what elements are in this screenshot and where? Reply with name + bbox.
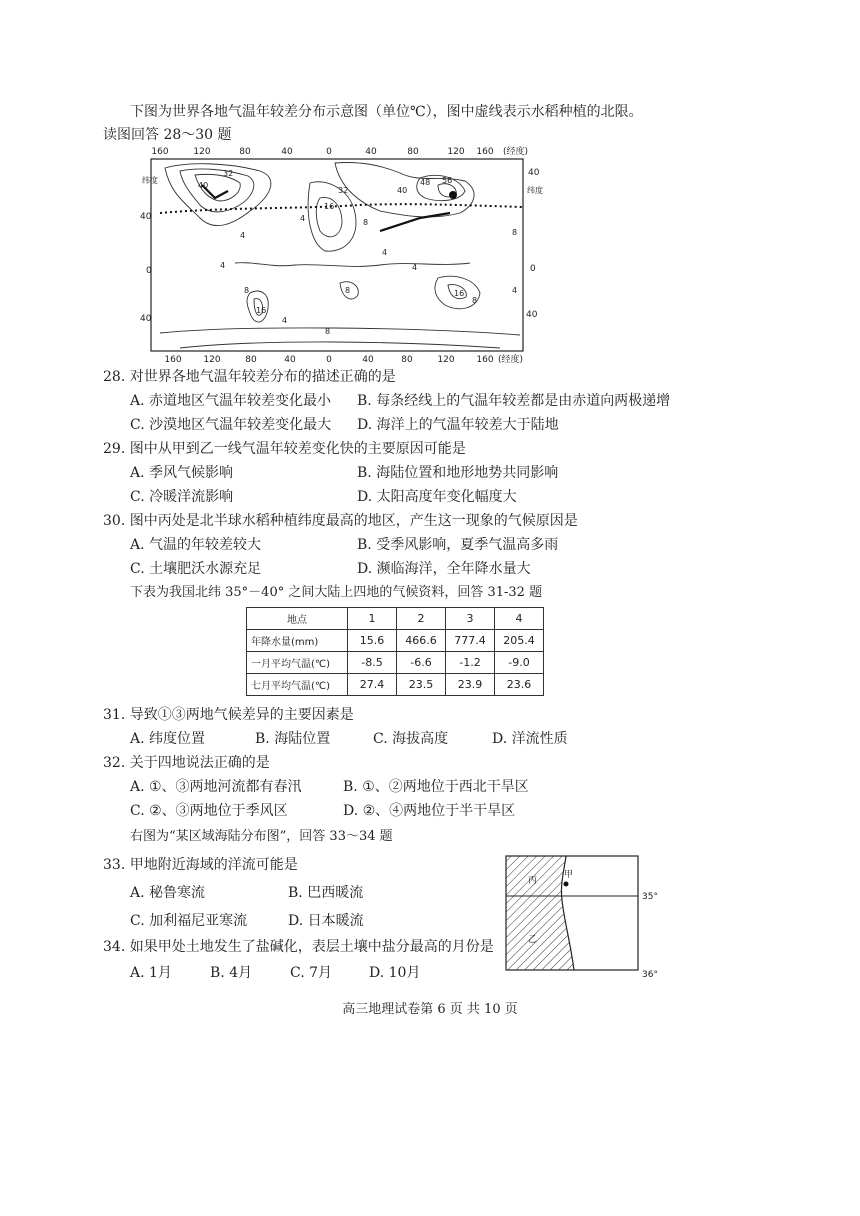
top-tick: 40 <box>365 147 377 157</box>
contour-label: 8 <box>345 286 351 295</box>
contour-label: 8 <box>325 327 331 336</box>
q34-option-c[interactable]: C. 7月 <box>290 965 333 981</box>
row-label: 年降水量(mm) <box>247 630 348 652</box>
contour-label: 8 <box>244 286 250 295</box>
table-cell: 27.4 <box>348 674 397 696</box>
top-tick: 160 <box>151 147 169 157</box>
table-row <box>247 674 544 696</box>
inset-intro: 右图为“某区域海陆分布图”，回答 33～34 题 <box>130 829 393 844</box>
top-tick: 80 <box>239 147 251 157</box>
bottom-tick: 160 <box>164 355 182 365</box>
top-tick: 160 <box>476 147 494 157</box>
bottom-tick: 80 <box>401 355 413 365</box>
table-cell: 23.9 <box>446 674 495 696</box>
bottom-tick: 120 <box>437 355 455 365</box>
page-footer: 高三地理试卷第 6 页 共 10 页 <box>342 1002 518 1017</box>
top-tick: 80 <box>407 147 419 157</box>
q30-option-c[interactable]: C. 土壤肥沃水源充足 <box>130 561 262 577</box>
q33-option-c[interactable]: C. 加利福尼亚寒流 <box>130 913 248 929</box>
q30-option-d[interactable]: D. 濒临海洋，全年降水量大 <box>357 561 531 577</box>
top-unit: (经度) <box>503 147 529 157</box>
contour-label: 8 <box>472 296 478 305</box>
q33-option-b[interactable]: B. 巴西暖流 <box>288 885 364 901</box>
bottom-tick: 40 <box>362 355 374 365</box>
right-tick: 40 <box>526 310 538 320</box>
question-range-28-30: 读图回答 28～30 题 <box>103 127 232 143</box>
q28-option-a[interactable]: A. 赤道地区气温年较差变化最小 <box>130 393 332 409</box>
q32-option-b[interactable]: B. ①、②两地位于西北干旱区 <box>343 779 529 795</box>
q29-option-a[interactable]: A. 季风气候影响 <box>130 465 234 481</box>
q31-option-d[interactable]: D. 洋流性质 <box>492 731 568 747</box>
question-29: 29. 图中从甲到乙一线气温年较差变化快的主要原因可能是 <box>103 441 466 457</box>
contour-label: 48 <box>420 178 431 187</box>
row-label: 一月平均气温(℃) <box>247 652 348 674</box>
table-cell: 777.4 <box>446 630 495 652</box>
table-cell: 466.6 <box>397 630 446 652</box>
table-cell: -1.2 <box>446 652 495 674</box>
table-cell: -8.5 <box>348 652 397 674</box>
q34-option-b[interactable]: B. 4月 <box>210 965 253 981</box>
table-cell: 23.5 <box>397 674 446 696</box>
q30-option-a[interactable]: A. 气温的年较差较大 <box>130 537 262 553</box>
q28-option-c[interactable]: C. 沙漠地区气温年较差变化最大 <box>130 417 332 433</box>
bottom-tick: 80 <box>245 355 257 365</box>
q31-option-c[interactable]: C. 海拔高度 <box>373 731 449 747</box>
contour-label: 8 <box>512 228 518 237</box>
right-tick: 0 <box>530 264 536 274</box>
bottom-tick: 40 <box>284 355 296 365</box>
q29-option-b[interactable]: B. 海陆位置和地形地势共同影响 <box>357 465 559 481</box>
inset-label-bottom: 乙 <box>528 935 538 945</box>
right-axis-label: 纬度 <box>527 186 543 195</box>
bottom-tick: 160 <box>476 355 494 365</box>
question-34: 34. 如果甲处土地发生了盐碱化，表层土壤中盐分最高的月份是 <box>103 939 494 955</box>
contour-label: 4 <box>412 263 418 272</box>
row-label: 七月平均气温(℃) <box>247 674 348 696</box>
contour-label: 16 <box>256 306 267 315</box>
q29-option-c[interactable]: C. 冷暖洋流影响 <box>130 489 234 505</box>
q33-option-d[interactable]: D. 日本暖流 <box>288 913 364 929</box>
q30-option-b[interactable]: B. 受季风影响，夏季气温高多雨 <box>357 537 559 553</box>
q32-option-d[interactable]: D. ②、④两地位于半干旱区 <box>343 803 516 819</box>
q28-option-d[interactable]: D. 海洋上的气温年较差大于陆地 <box>357 417 559 433</box>
contour-label: 4 <box>220 261 226 270</box>
contour-label: 56 <box>442 176 453 185</box>
temperature-range-map <box>120 143 543 365</box>
left-tick: 40 <box>140 314 152 324</box>
table-header-cell: 2 <box>397 608 446 630</box>
inset-label-top: 丙 <box>528 876 538 886</box>
contour-label: 32 <box>338 186 349 195</box>
q31-option-b[interactable]: B. 海陆位置 <box>255 731 331 747</box>
q28-option-b[interactable]: B. 每条经线上的气温年较差都是由赤道向两极递增 <box>357 393 671 409</box>
contour-label: 8 <box>363 218 369 227</box>
table-cell: -6.6 <box>397 652 446 674</box>
contour-label: 4 <box>512 286 518 295</box>
table-header-cell: 地点 <box>247 608 348 630</box>
table-cell: 23.6 <box>495 674 544 696</box>
q34-option-d[interactable]: D. 10月 <box>369 965 421 981</box>
contour-label: 4 <box>240 231 246 240</box>
bottom-unit: (经度) <box>498 355 524 365</box>
table-row <box>247 652 544 674</box>
bottom-tick: 120 <box>203 355 221 365</box>
contour-label: 40 <box>198 181 209 190</box>
table-row <box>247 630 544 652</box>
right-tick: 40 <box>528 168 540 178</box>
sea-land-inset-map <box>500 850 675 982</box>
climate-table <box>246 607 544 696</box>
q31-option-a[interactable]: A. 纬度位置 <box>130 731 206 747</box>
top-tick: 120 <box>447 147 465 157</box>
table-cell: 205.4 <box>495 630 544 652</box>
contour-label: 16 <box>324 202 335 211</box>
inset-lat-35: 35° <box>642 892 658 902</box>
question-33: 33. 甲地附近海域的洋流可能是 <box>103 857 298 873</box>
contour-label: 16 <box>454 289 465 298</box>
table-intro: 下表为我国北纬 35°－40° 之间大陆上四地的气候资料，回答 31-32 题 <box>130 585 543 600</box>
inset-lat-36: 36° <box>642 970 658 980</box>
q29-option-d[interactable]: D. 太阳高度年变化幅度大 <box>357 489 517 505</box>
q34-option-a[interactable]: A. 1月 <box>130 965 172 981</box>
contour-label: 4 <box>382 248 388 257</box>
left-tick: 0 <box>146 266 152 276</box>
question-30: 30. 图中丙处是北半球水稻种植纬度最高的地区，产生这一现象的气候原因是 <box>103 513 578 529</box>
intro-text: 下图为世界各地气温年较差分布示意图（单位℃），图中虚线表示水稻种植的北限。 <box>130 104 643 120</box>
q32-option-a[interactable]: A. ①、③两地河流都有春汛 <box>130 779 302 795</box>
table-cell: 15.6 <box>348 630 397 652</box>
contour-label: 4 <box>300 214 306 223</box>
bottom-tick: 0 <box>326 355 332 365</box>
question-31: 31. 导致①③两地气候差异的主要因素是 <box>103 707 354 723</box>
table-header-row <box>247 608 544 630</box>
table-header-cell: 1 <box>348 608 397 630</box>
top-tick: 120 <box>193 147 211 157</box>
q32-option-c[interactable]: C. ②、③两地位于季风区 <box>130 803 288 819</box>
question-32: 32. 关于四地说法正确的是 <box>103 755 270 771</box>
table-header-cell: 4 <box>495 608 544 630</box>
table-cell: -9.0 <box>495 652 544 674</box>
table-header-cell: 3 <box>446 608 495 630</box>
contour-label: 4 <box>282 316 288 325</box>
question-28: 28. 对世界各地气温年较差分布的描述正确的是 <box>103 369 396 385</box>
top-tick: 40 <box>281 147 293 157</box>
contour-label: 32 <box>223 169 234 178</box>
q33-option-a[interactable]: A. 秘鲁寒流 <box>130 885 206 901</box>
left-tick: 40 <box>140 212 152 222</box>
contour-label: 40 <box>397 186 408 195</box>
left-axis-label: 纬度 <box>142 176 158 185</box>
top-tick: 0 <box>326 147 332 157</box>
inset-label-mid: 甲 <box>564 870 574 880</box>
